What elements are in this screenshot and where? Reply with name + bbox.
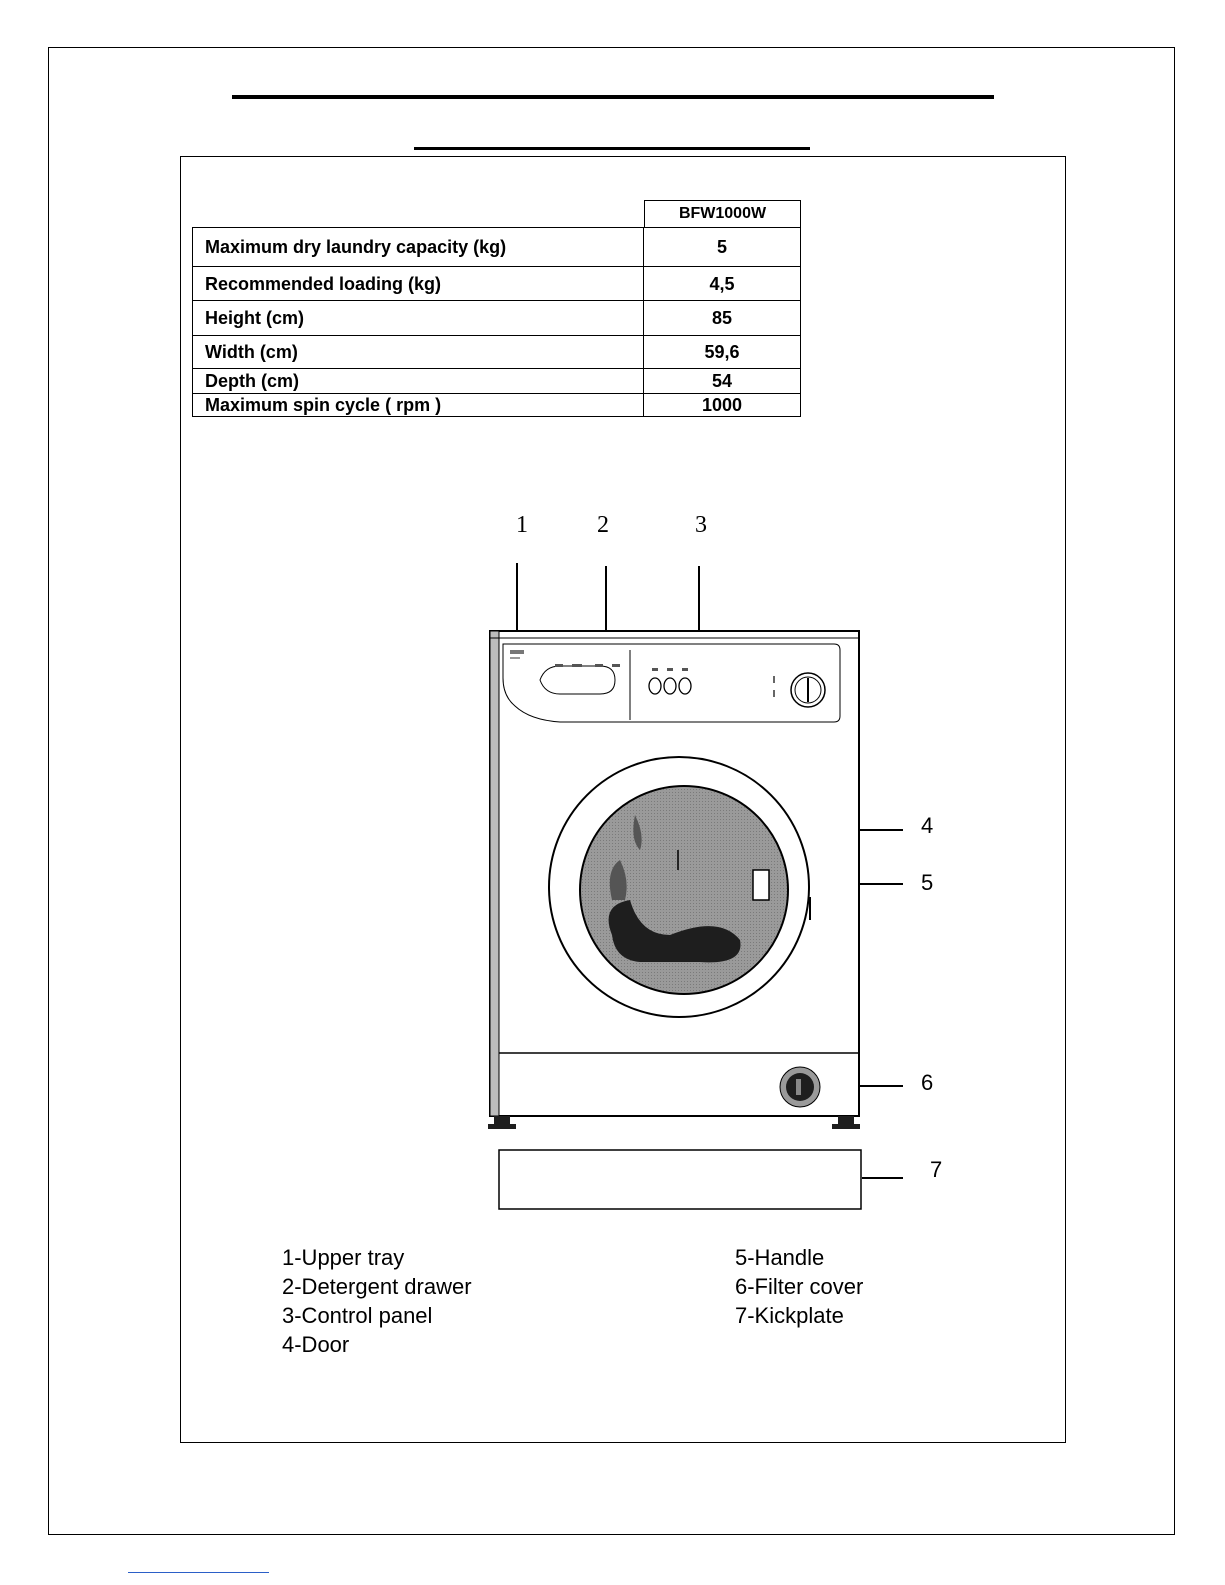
spec-value: 1000 xyxy=(644,394,801,417)
spec-label: Width (cm) xyxy=(193,336,644,369)
spec-label: Depth (cm) xyxy=(193,369,644,394)
spec-value: 54 xyxy=(644,369,801,394)
callout-number: 2 xyxy=(597,512,609,538)
legend-left xyxy=(282,1243,472,1359)
spec-label: Recommended loading (kg) xyxy=(193,267,644,301)
callout-number: 6 xyxy=(921,1070,934,1095)
spec-value: 85 xyxy=(644,301,801,336)
legend-item: 1-Upper tray xyxy=(282,1245,405,1270)
legend-item: 2-Detergent drawer xyxy=(282,1274,472,1299)
callout-number: 5 xyxy=(921,870,934,895)
kickplate xyxy=(499,1150,861,1209)
callout-number: 4 xyxy=(921,813,934,838)
legend-item: 3-Control panel xyxy=(282,1303,433,1328)
legend-item: 4-Door xyxy=(282,1332,350,1357)
spec-label: Height (cm) xyxy=(193,301,644,336)
spec-value: 59,6 xyxy=(644,336,801,369)
callout-number: 3 xyxy=(695,512,707,538)
spec-value: 5 xyxy=(644,228,801,267)
legend-item: 5-Handle xyxy=(735,1245,825,1270)
legend-right xyxy=(735,1243,863,1330)
door xyxy=(549,757,810,1017)
spec-value: 4,5 xyxy=(644,267,801,301)
feet xyxy=(488,1116,860,1129)
filter-cover xyxy=(780,1067,820,1107)
spec-label: Maximum spin cycle ( rpm ) xyxy=(193,394,644,417)
legend-item: 7-Kickplate xyxy=(735,1303,844,1328)
spec-label: Maximum dry laundry capacity (kg) xyxy=(193,228,644,267)
legend-item: 6-Filter cover xyxy=(735,1274,864,1299)
callout-number: 1 xyxy=(516,512,528,538)
footer-link-underline[interactable] xyxy=(128,1572,269,1573)
callout-number: 7 xyxy=(930,1157,943,1182)
door-handle xyxy=(753,870,769,900)
control-panel xyxy=(503,644,840,722)
model-header: BFW1000W xyxy=(644,200,801,227)
